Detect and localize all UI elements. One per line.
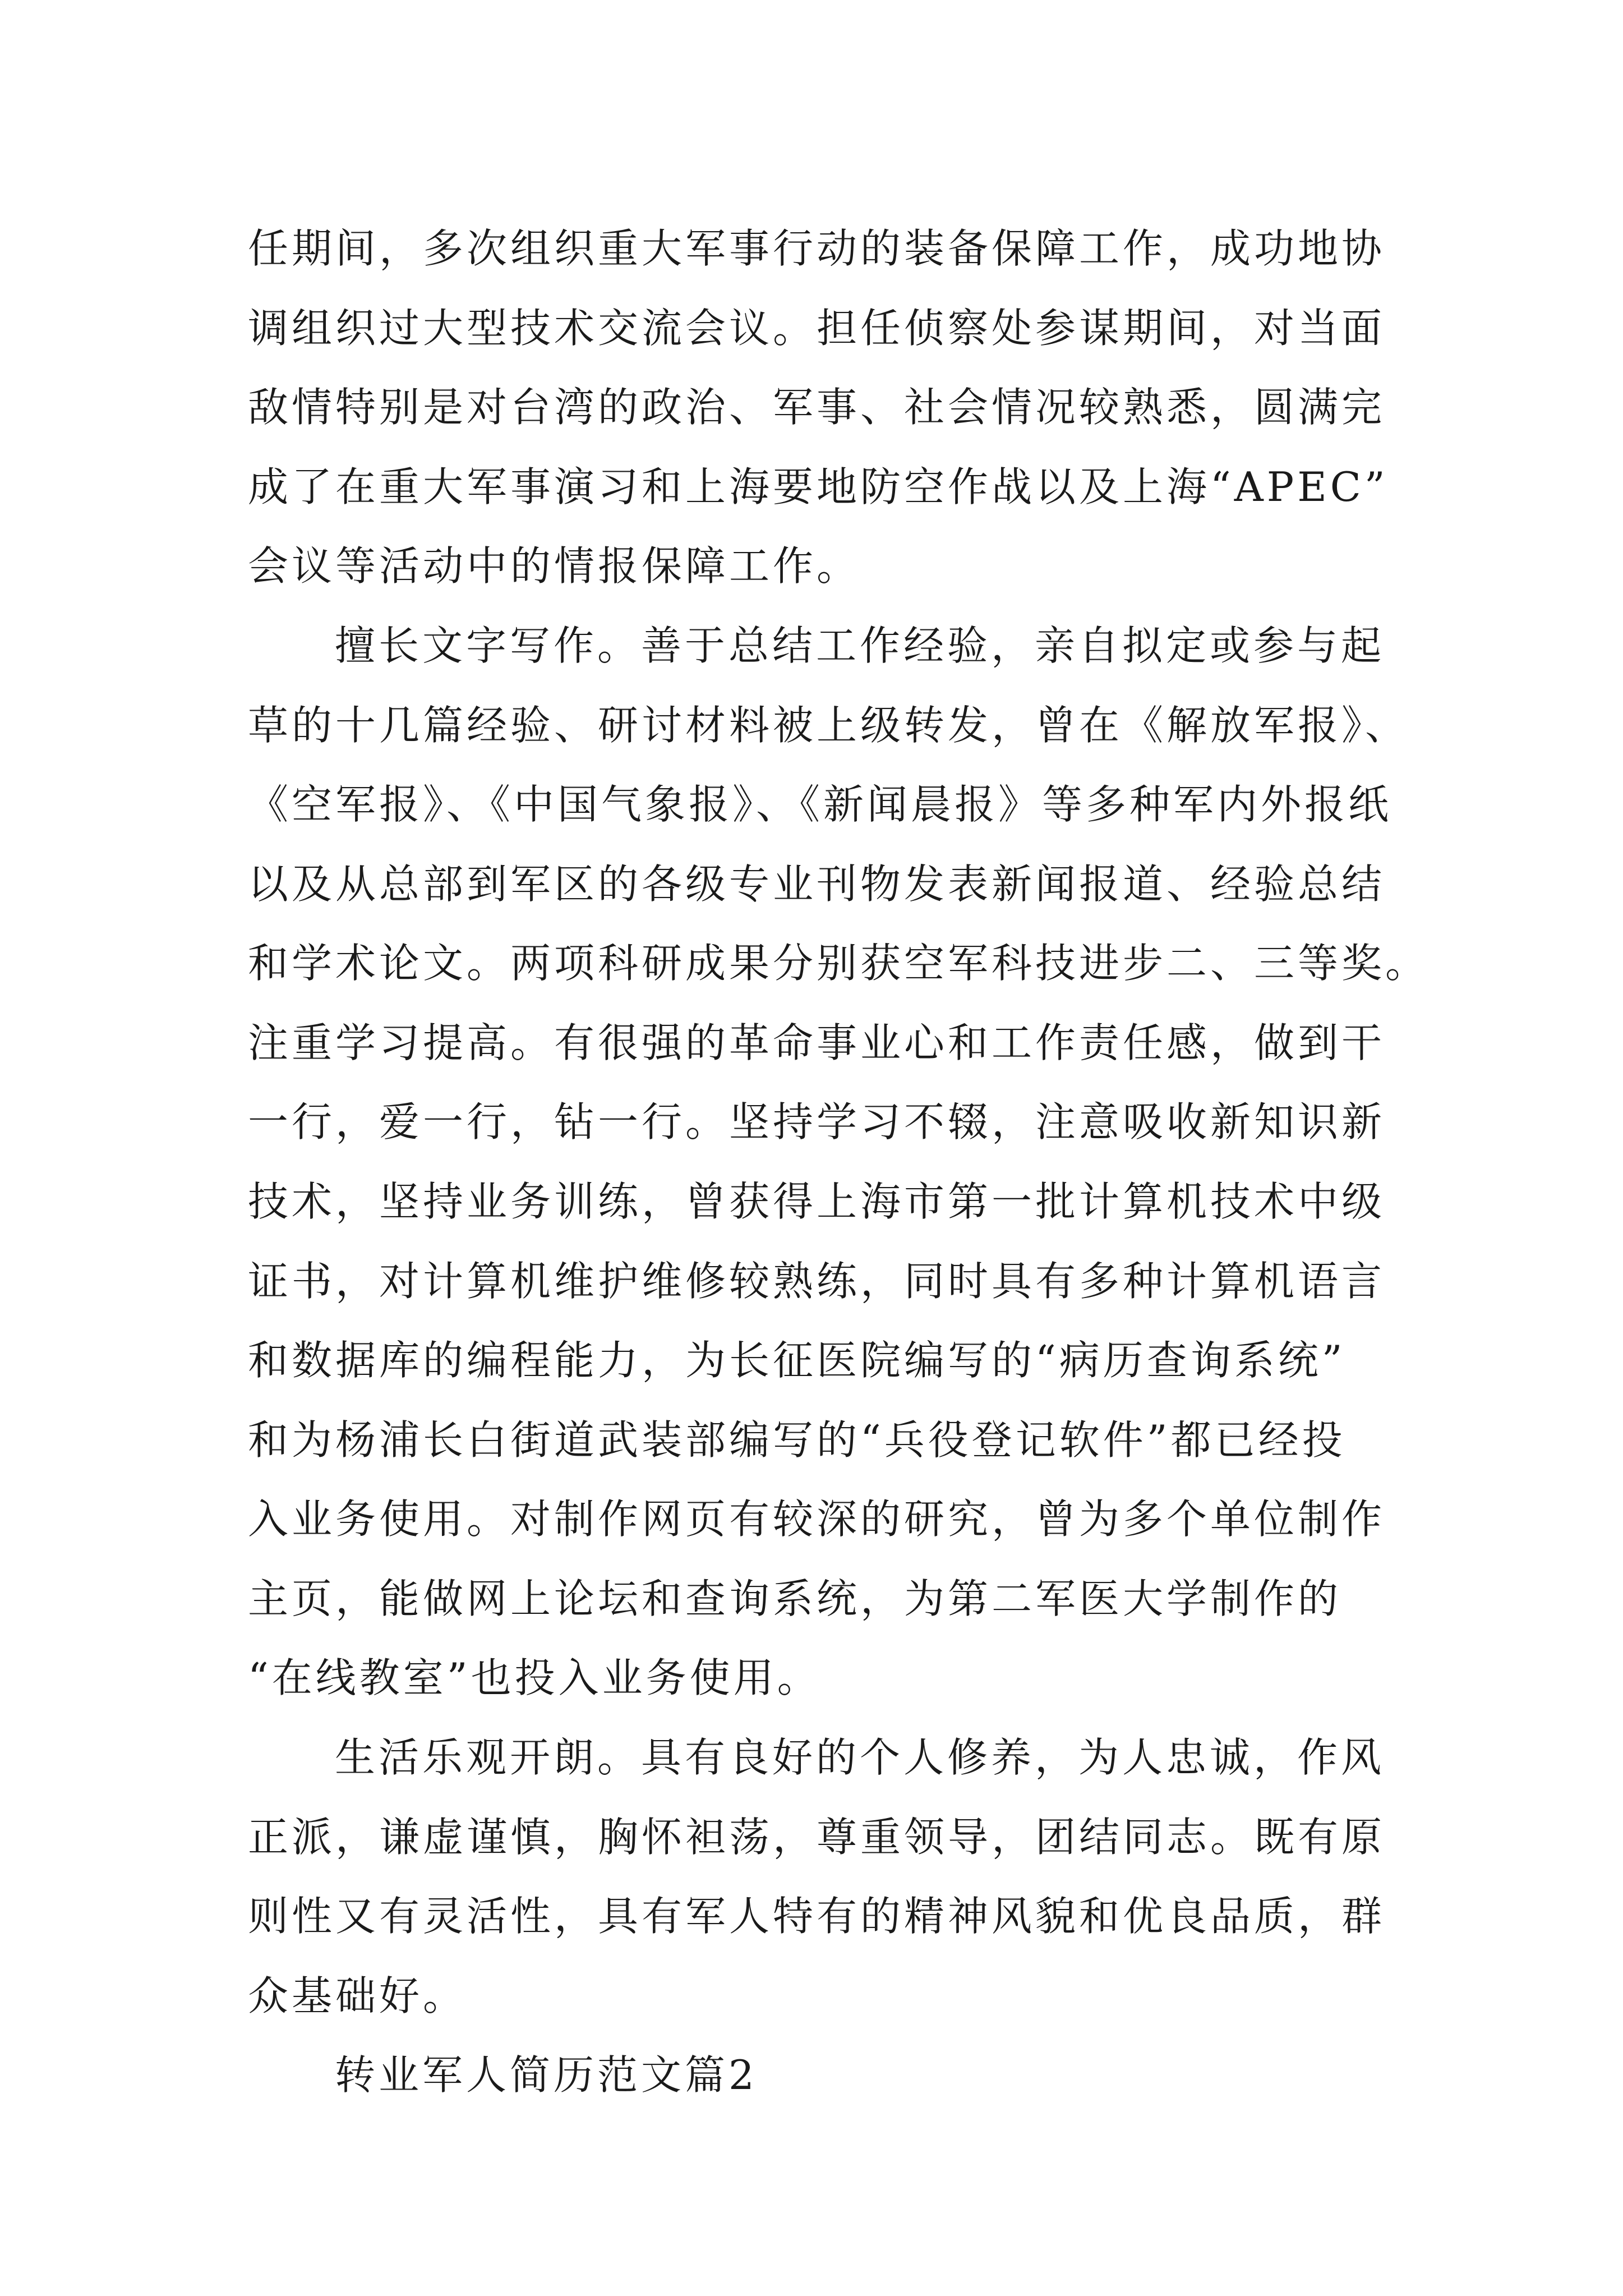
- section-heading: 转业军人简历范文篇2: [335, 2051, 758, 2099]
- text-line: 调组织过大型技术交流会议。担任侦察处参谋期间，对当面: [248, 305, 1386, 352]
- text-line: 技术，坚持业务训练，曾获得上海市第一批计算机技术中级: [248, 1178, 1386, 1225]
- text-line: 则性又有灵活性，具有军人特有的精神风貌和优良品质，群: [248, 1893, 1386, 1940]
- text-line: 注重学习提高。有很强的革命事业心和工作责任感，做到干: [248, 1019, 1386, 1066]
- text-line: “在线教室”也投入业务使用。: [248, 1654, 821, 1701]
- text-line: 和为杨浦长白街道武装部编写的“兵役登记软件”都已经投: [248, 1416, 1346, 1464]
- text-line: 以及从总部到军区的各级专业刊物发表新闻报道、经验总结: [248, 861, 1386, 908]
- text-line: 众基础好。: [248, 1972, 467, 2019]
- text-line: 一行，爱一行，钻一行。坚持学习不辍，注意吸收新知识新: [248, 1098, 1386, 1145]
- text-line: 《空军报》、《中国气象报》、《新闻晨报》等多种军内外报纸: [248, 781, 1393, 828]
- text-line: 证书，对计算机维护维修较熟练，同时具有多种计算机语言: [248, 1258, 1386, 1305]
- text-line: 主页，能做网上论坛和查询系统，为第二军医大学制作的: [248, 1575, 1342, 1622]
- text-line: 和学术论文。两项科研成果分别获空军科技进步二、三等奖。: [248, 940, 1430, 987]
- text-line: 敌情特别是对台湾的政治、军事、社会情况较熟悉，圆满完: [248, 384, 1386, 431]
- paragraph-start-line: 擅长文字写作。善于总结工作经验，亲自拟定或参与起: [335, 622, 1385, 669]
- text-line: 成了在重大军事演习和上海要地防空作战以及上海“APEC”: [248, 463, 1389, 510]
- text-line: 和数据库的编程能力，为长征医院编写的“病历查询系统”: [248, 1337, 1346, 1384]
- text-line: 入业务使用。对制作网页有较深的研究，曾为多个单位制作: [248, 1496, 1386, 1543]
- text-line: 会议等活动中的情报保障工作。: [248, 542, 861, 590]
- text-line: 草的十几篇经验、研讨材料被上级转发，曾在《解放军报》、: [248, 702, 1409, 749]
- paragraph-start-line: 生活乐观开朗。具有良好的个人修养，为人忠诚，作风: [335, 1734, 1385, 1781]
- text-line: 正派，谦虚谨慎，胸怀袒荡，尊重领导，团结同志。既有原: [248, 1814, 1386, 1861]
- text-line: 任期间，多次组织重大军事行动的装备保障工作，成功地协: [248, 225, 1386, 272]
